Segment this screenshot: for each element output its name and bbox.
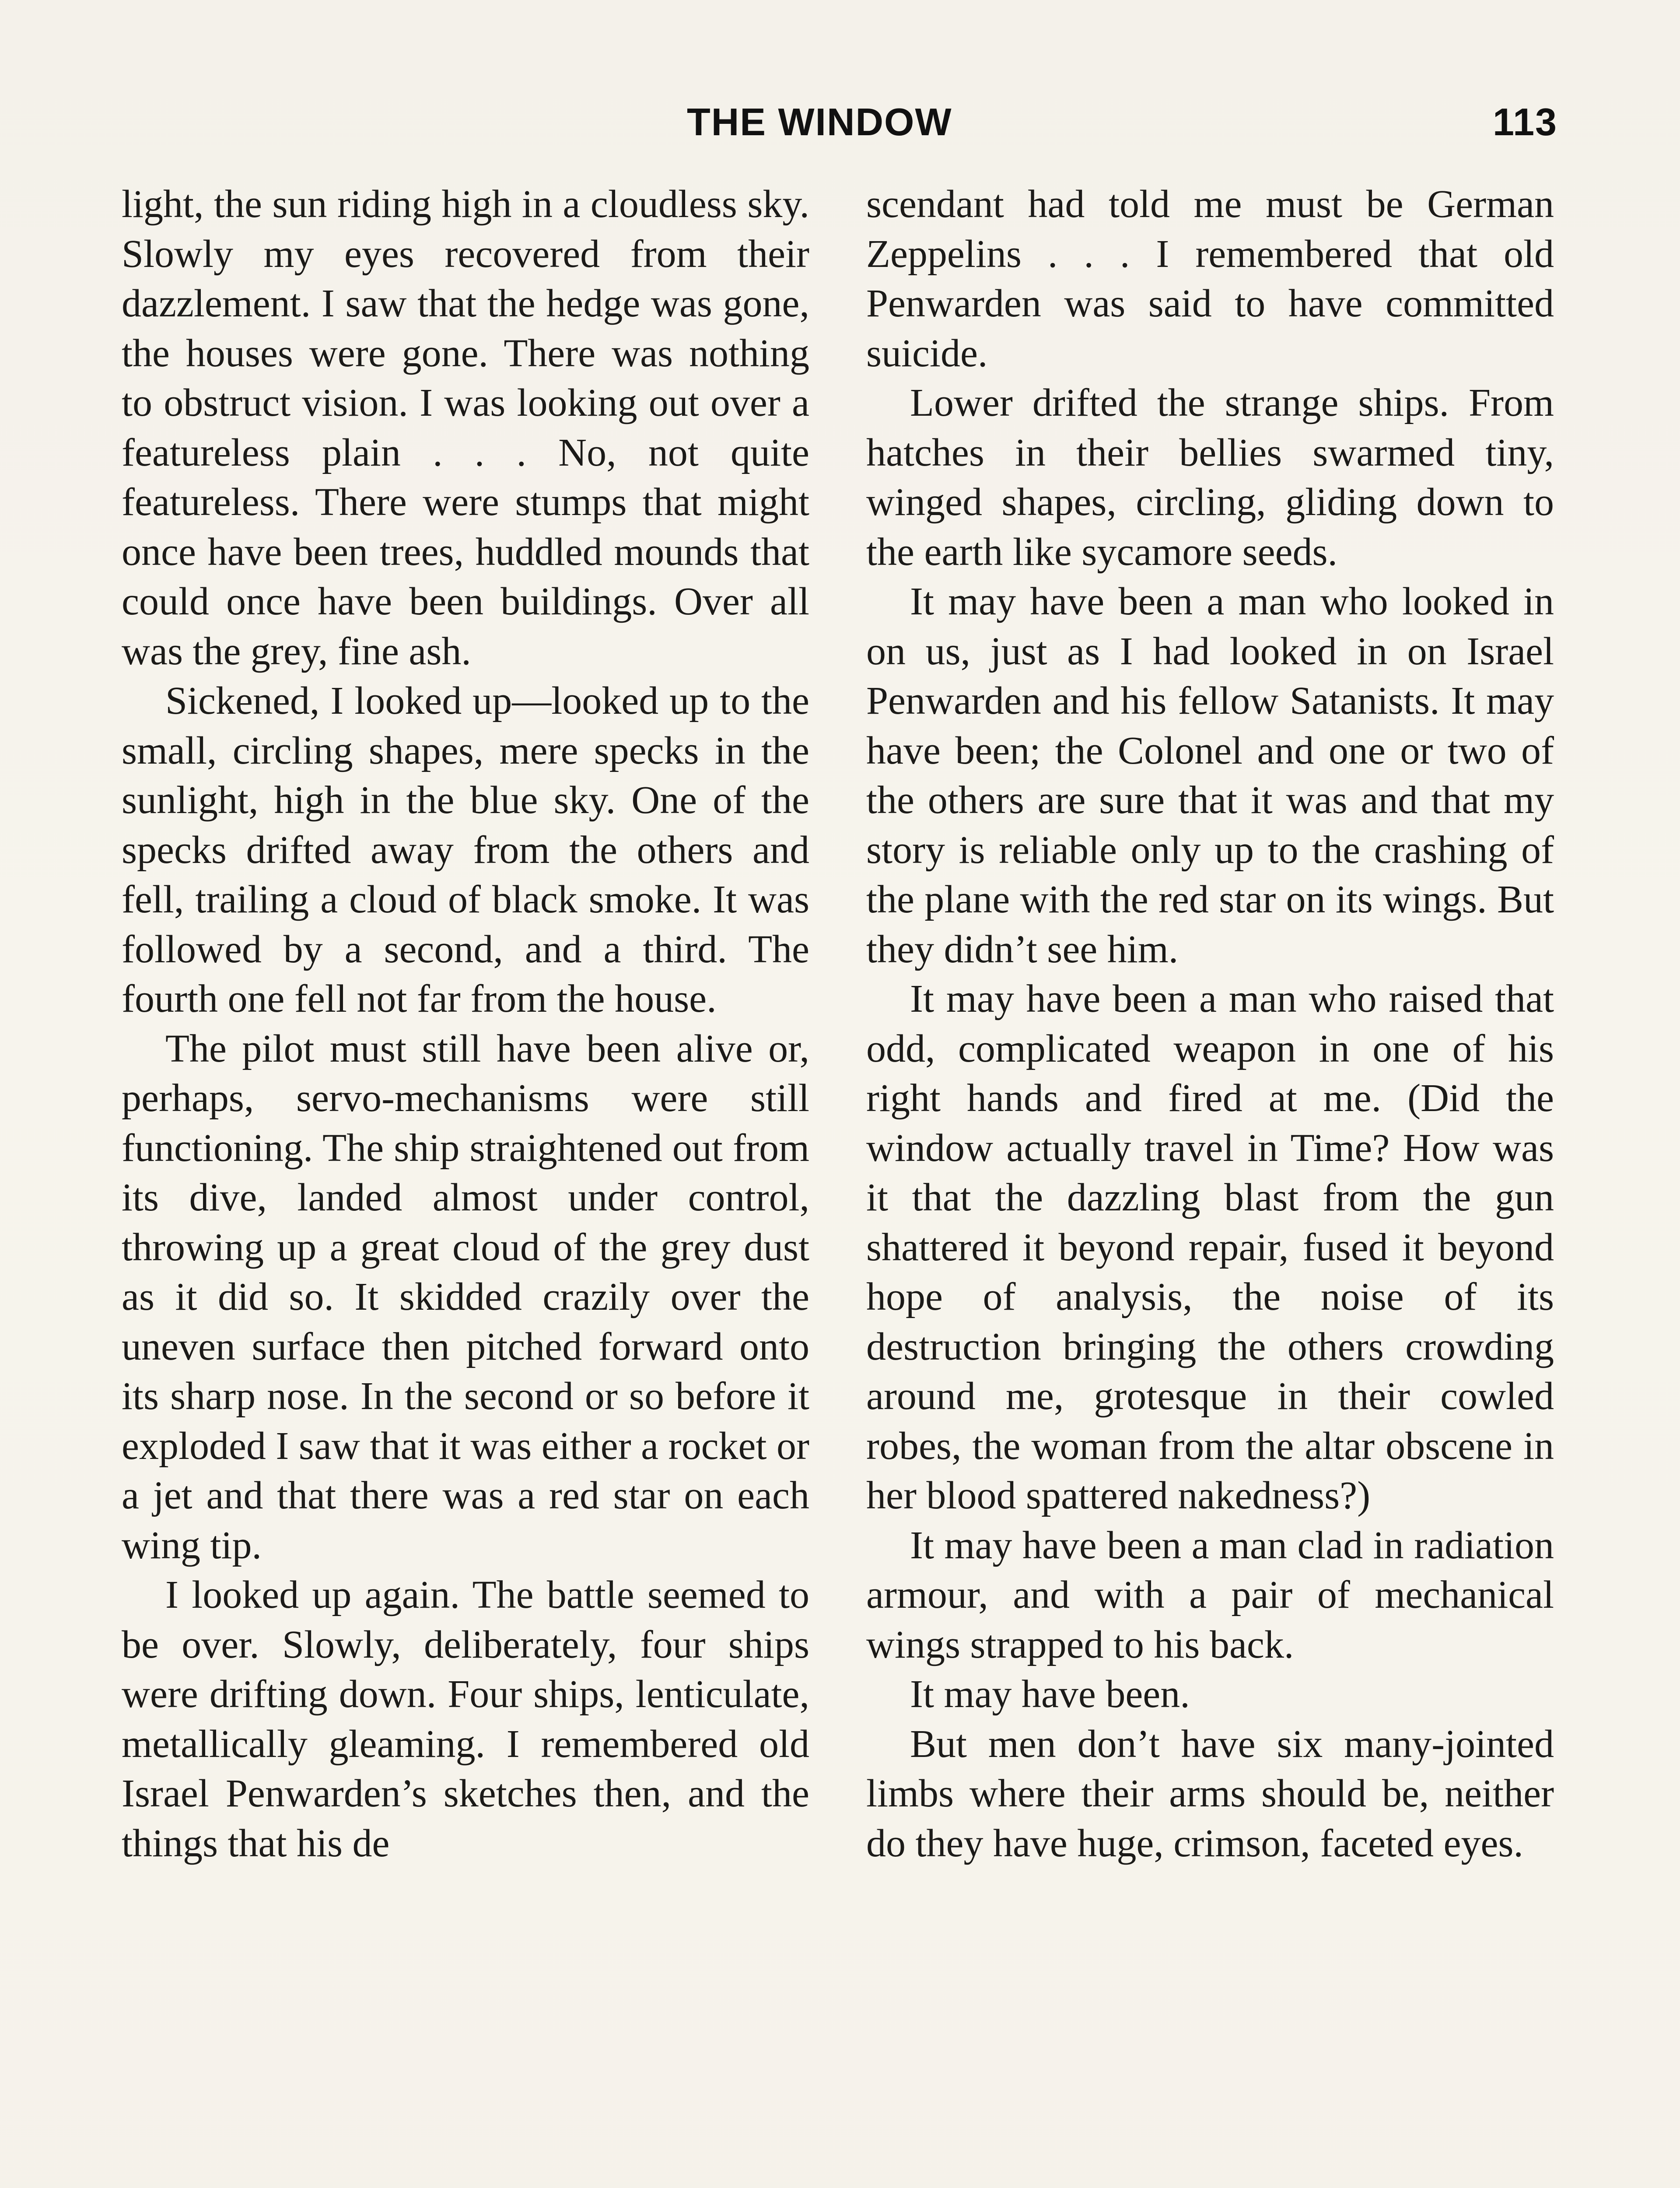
paragraph: Lower drifted the strange ships. From hatches in their bellies swarmed tiny, winged shapes, circling, gliding down to the earth like sycamore seeds. [866,381,1554,574]
paragraph: It may have been a man who raised that odd, complicated weapon in one of his right hands and fired at me. (Did the window actually travel in Time? How was it that the dazzling blast from the gun shattered it beyond repair, fused it beyond hope of analysis, the noise of its destruction bringing the others crowding around me, grotesque in their cowled robes, the woman from the altar obscene in her blood spattered nakedness?) [866,977,1554,1517]
left-column [122,179,809,1868]
paragraph: It may have been a man clad in radiation armour, and with a pair of mechanical wings strapped to his back. [866,1523,1554,1666]
page-number: 113 [1493,100,1558,144]
paragraph: light, the sun riding high in a cloudless sky. Slowly my eyes recovered from their dazzlement. I saw that the hedge was gone, the houses were gone. There was nothing to obstruct vision. I was looking out over a featureless plain . . . No, not quite featureless. There were stumps that might once have been trees, huddled mounds that could once have been buildings. Over all was the grey, fine ash. [122,182,809,673]
paragraph: It may have been a man who looked in on us, just as I had looked in on Israel Penwarden and his fellow Satanists. It may have been; the Colonel and one or two of the others are sure that it was and that my story is reliable only up to the crashing of the plane with the red star on its wings. But they didn’t see him. [866,580,1554,971]
paragraph: But men don’t have six many-jointed limbs where their arms should be, neither do they have huge, crimson, faceted eyes. [866,1722,1554,1865]
right-column [866,179,1554,1868]
paragraph: scendant had told me must be German Zeppelins . . . I remembered that old Penwarden was said to have committed suicide. [866,182,1554,375]
paragraph: Sickened, I looked up—looked up to the small, circling shapes, mere specks in the sunlight, high in the blue sky. One of the specks drifted away from the others and fell, trailing a cloud of black smoke. It was followed by a second, and a third. The fourth one fell not far from the house. [122,679,809,1020]
paragraph: I looked up again. The battle seemed to be over. Slowly, deliberately, four ships were drifting down. Four ships, lenticulate, metallically gleaming. I remembered old Israel Penwarden’s sketches then, and the things that his de [122,1573,809,1865]
paragraph: It may have been. [910,1673,1190,1716]
running-head-title: THE WINDOW [687,100,952,144]
paragraph: The pilot must still have been alive or, perhaps, servo-mechanisms were still functioning. The ship straightened out from its dive, landed almost under control, throwing up a great cloud of the grey dust as it did so. It skidded crazily over the uneven surface then pitched forward onto its sharp nose. In the second or so before it exploded I saw that it was either a rocket or a jet and that there was a red star on each wing tip. [122,1027,809,1567]
